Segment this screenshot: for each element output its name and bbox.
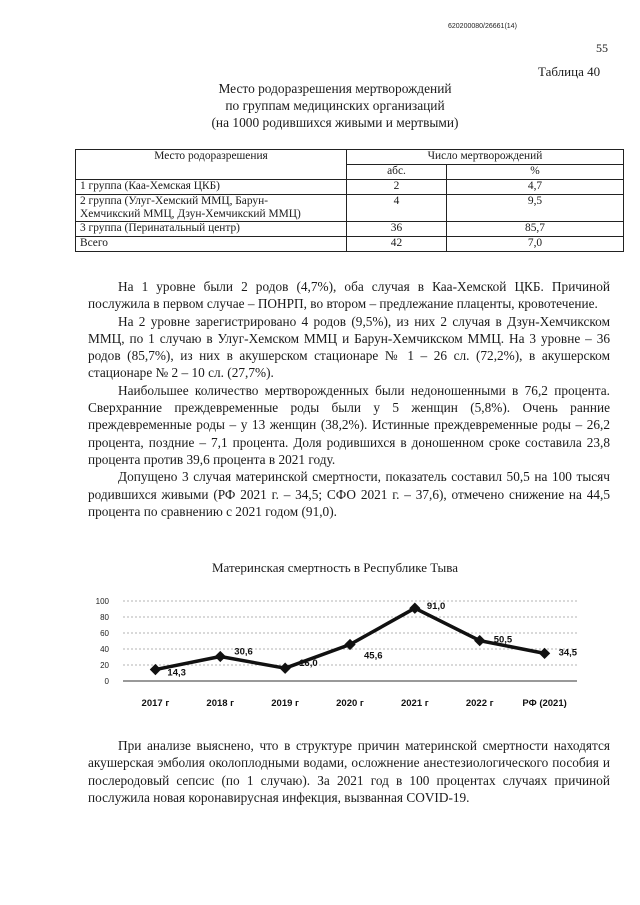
header-pct: % (447, 165, 624, 180)
cell-pct: 4,7 (447, 180, 624, 195)
chart-title: Материнская смертность в Республике Тыва (211, 560, 459, 575)
data-label: 45,6 (364, 650, 383, 662)
paragraph: Допущено 3 случая материнской смертности, показатель составил 50,5 на 100 тысяч родившихся живыми (РФ 2021 г. – 34,5; СФО 2021 г. – 37,6), отмечено снижение на 44,5 процента по сравнению с 2021 годом (91,0). (88, 469, 610, 519)
x-tick-label: 2019 г (271, 698, 300, 709)
cell-pct: 85,7 (447, 222, 624, 237)
table-label: Таблица 40 (538, 64, 601, 79)
data-point (150, 664, 161, 675)
x-tick-label: 2022 г (465, 698, 494, 709)
table-row (76, 180, 624, 195)
body-text (88, 278, 610, 520)
table-title (150, 80, 520, 131)
paragraph: На 1 уровне были 2 родов (4,7%), оба случая в Каа-Хемской ЦКБ. Причиной послужила в первом случае – ПОНРП, во втором – предлежание плаценты, кровотечение. (88, 279, 610, 312)
y-tick-label: 0 (104, 677, 109, 686)
cell-abs: 2 (347, 180, 447, 195)
paragraph: При анализе выяснено, что в структуре причин материнской смертности находятся акушерская эмболия околоплодными водами, осложнение анестезиологического пособия и послеродовый сепсис (по 1 случаю). За 2021 год в 100 процентах случаях причиной послужила новая коронавирусная инфекция, вызванная COVID-19. (88, 738, 610, 805)
header-count: Число мертворождений (347, 150, 624, 165)
data-label: 34,5 (558, 647, 578, 659)
body-text-2 (88, 737, 610, 806)
header-place: Место родоразрешения (76, 150, 347, 180)
maternal-mortality-chart (85, 590, 585, 720)
x-tick-label: 2017 г (141, 698, 170, 709)
y-tick-label: 60 (100, 629, 109, 638)
data-point (279, 663, 290, 674)
y-tick-label: 80 (100, 613, 109, 622)
y-tick-label: 100 (95, 597, 109, 606)
cell-place (76, 195, 347, 222)
cell-abs: 36 (347, 222, 447, 237)
data-label: 14,3 (167, 667, 186, 679)
title-line: Место родоразрешения мертворождений (218, 81, 452, 96)
y-tick-label: 40 (100, 645, 109, 654)
data-point (539, 648, 550, 659)
cell-place-line: Хемчикский ММЦ, Дзун-Хемчикский ММЦ) (80, 208, 301, 220)
cell-place: 3 группа (Перинатальный центр) (76, 222, 347, 237)
cell-abs: 4 (347, 195, 447, 222)
stillbirth-table (75, 149, 624, 252)
x-tick-label: 2021 г (400, 698, 429, 709)
page-number: 55 (596, 41, 608, 55)
table-row (76, 195, 624, 222)
header-abs: абс. (347, 165, 447, 180)
paragraph: На 2 уровне зарегистрировано 4 родов (9,5%), из них 2 случая в Дзун-Хемчикском ММЦ, по 1 случаю в Улуг-Хемском ММЦ и Барун-Хемчикском ММЦ. На 3 уровне – 36 родов (85,7%), из них в акушерском стационаре № 1 – 26 сл. (72,2%), в акушерском стационаре № 2 – 10 сл. (27,7%). (88, 313, 610, 381)
cell-pct: 7,0 (447, 237, 624, 252)
table-row (76, 222, 624, 237)
data-label: 50,5 (493, 634, 513, 646)
title-line: по группам медицинских организаций (225, 98, 445, 113)
y-tick-label: 20 (100, 661, 109, 670)
x-tick-label: 2018 г (206, 698, 235, 709)
data-point (215, 651, 226, 662)
data-label: 30,6 (234, 646, 253, 658)
table-row (76, 237, 624, 252)
cell-place-line: 2 группа (Улуг-Хемский ММЦ, Барун- (80, 195, 268, 207)
cell-place: 1 группа (Каа-Хемская ЦКБ) (76, 180, 347, 195)
cell-place: Всего (76, 237, 347, 252)
data-label: 91,0 (426, 601, 446, 613)
cell-abs: 42 (347, 237, 447, 252)
x-tick-label: 2020 г (336, 698, 364, 709)
data-label: 16,0 (299, 658, 318, 670)
data-point (474, 635, 485, 646)
x-tick-label: РФ (2021) (522, 698, 567, 709)
document-id: 620200080/26661(14) (448, 23, 517, 30)
cell-pct: 9,5 (447, 195, 624, 222)
title-line: (на 1000 родившихся живыми и мертвыми) (211, 115, 459, 130)
paragraph: Наибольшее количество мертворожденных были недоношенными в 76,2 процента. Сверхранние преждевременные роды были у 5 женщин (5,8%). Очень ранние преждевременные роды – у 13 женщин (38,2%). Истинные преждевременные роды – 26,2 процента, поздние – 7,1 процента. Доля родившихся в доношенном сроке составила 23,8 процента против 39,6 процента в 2021 году. (88, 382, 610, 467)
